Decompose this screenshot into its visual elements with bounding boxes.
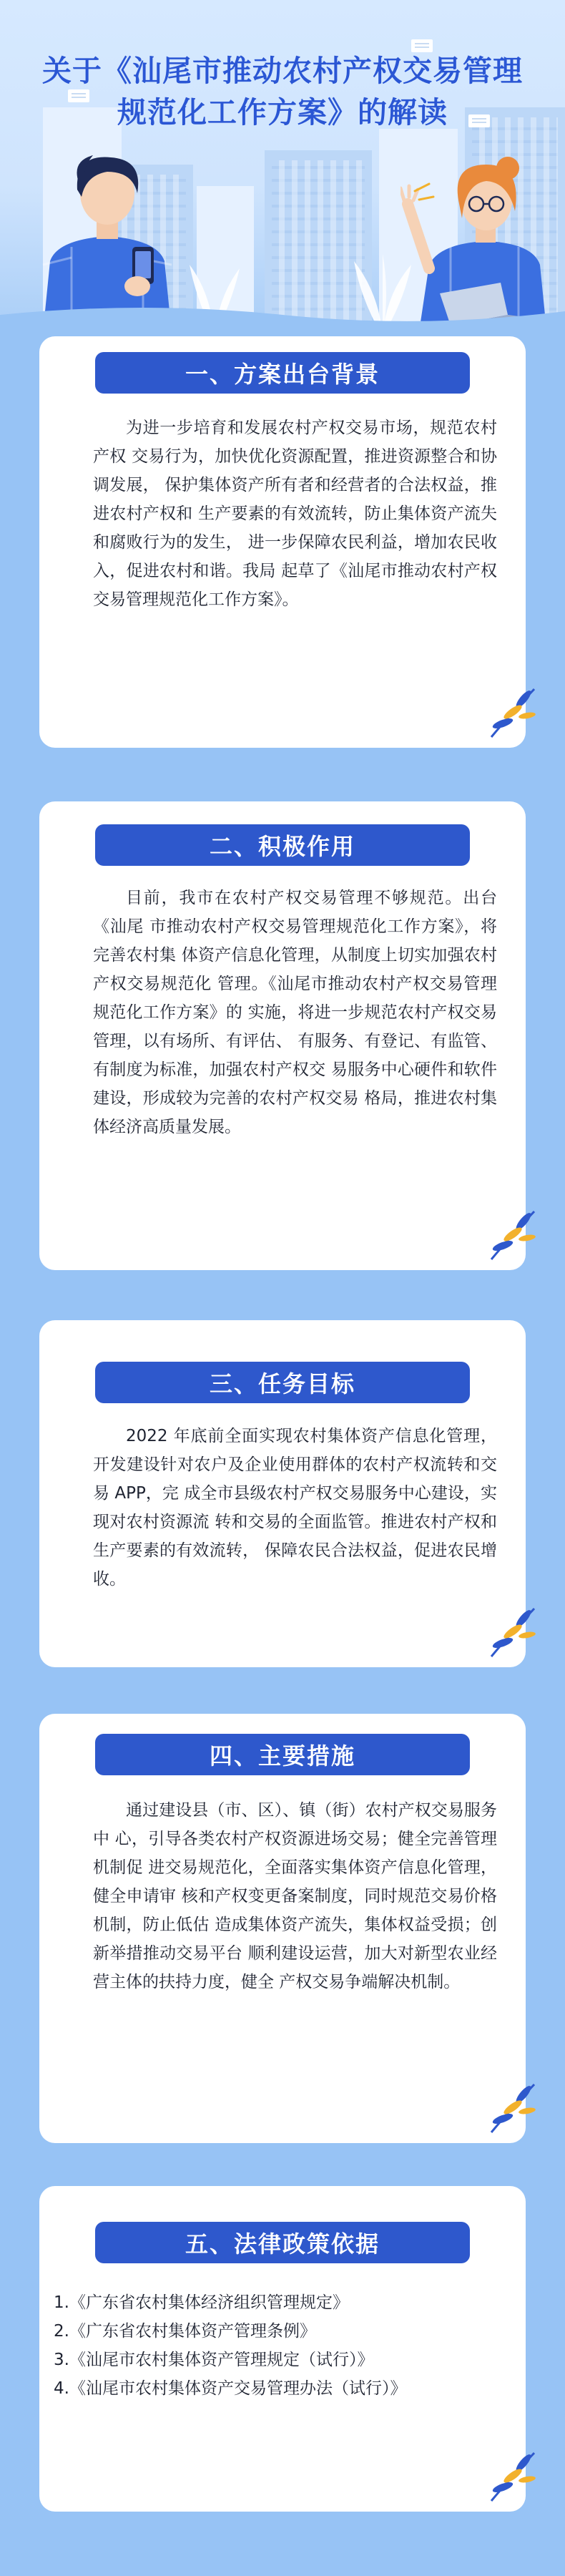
section-paragraph: 目前，我市在农村产权交易管理不够规范。出台《汕尾 市推动农村产权交易管理规范化工作方案》，将完善农村集 体资产信息化管理，从制度上切实加强农村产权交易规范化 管理。《汕尾市推动农村产权交易管理规范化工作方案》的 实施，将进一步规范农村产权交易管理，以有场所、有评估、 有服务、有登记、有监管、有制度为标准，加强农村产权交 易服务中心硬件和软件建设，形成较为完善的农村产权交易 格局，推进农村集体经济高质量发展。 bbox=[93, 889, 497, 1136]
section-card-background bbox=[39, 801, 526, 1270]
section-heading: 五、法律政策依据 bbox=[95, 2222, 470, 2263]
list-item: 1.《广东省农村集体经济组织管理规定》 bbox=[54, 2293, 349, 2312]
leaf-deco-icon bbox=[484, 1603, 541, 1660]
leaf-deco-icon bbox=[484, 2447, 541, 2504]
list-item: 2.《广东省农村集体资产管理条例》 bbox=[54, 2322, 316, 2341]
list-item: 4.《汕尾市农村集体资产交易管理办法（试行）》 bbox=[54, 2379, 407, 2398]
section-card-background bbox=[39, 336, 526, 748]
list-item: 3.《汕尾市农村集体资产管理规定（试行）》 bbox=[54, 2351, 374, 2369]
section-paragraph: 为进一步培育和发展农村产权交易市场，规范农村产权 交易行为，加快优化资源配置，推进资源整合和协调发展， 保护集体资产所有者和经营者的合法权益，推进农村产权和 生产要素的有效流转，防止集体资产流失和腐败行为的发生， 进一步保障农民利益，增加农民收入，促进农村和谐。我局 起草了《汕尾市推动农村产权交易管理规范化工作方案》。 bbox=[93, 419, 497, 609]
leaf-deco-icon bbox=[484, 683, 541, 741]
law-list bbox=[54, 2288, 511, 2403]
title-line-1: 关于《汕尾市推动农村产权交易管理 bbox=[42, 54, 523, 88]
section-paragraph: 2022 年底前全面实现农村集体资产信息化管理，开发建设针对农户及企业使用群体的农村产权流转和交易 APP，完 成全市县级农村产权交易服务中心建设，实现对农村资源流 转和交易的全面监管。推进农村产权和生产要素的有效流转， 保障农民合法权益，促进农民增收。 bbox=[93, 1427, 497, 1589]
section-heading: 一、方案出台背景 bbox=[95, 352, 470, 394]
section-heading: 三、任务目标 bbox=[95, 1362, 470, 1403]
title-line-2: 规范化工作方案》的解读 bbox=[117, 95, 448, 130]
section-heading: 二、积极作用 bbox=[95, 824, 470, 866]
leaf-deco-icon bbox=[484, 1206, 541, 1263]
section-card-background bbox=[39, 1320, 526, 1667]
banner-bottom-wave bbox=[0, 293, 565, 336]
section-card-background bbox=[39, 1714, 526, 2143]
header-banner bbox=[0, 0, 565, 336]
section-heading: 四、主要措施 bbox=[95, 1734, 470, 1775]
section-paragraph: 通过建设县（市、区）、镇（街）农村产权交易服务中 心，引导各类农村产权资源进场交易；健全完善管理机制促 进交易规范化，全面落实集体资产信息化管理，健全申请审 核和产权变更备案制度，同时规范交易价格机制，防止低估 造成集体资产流失，集体权益受损；创新举措推动交易平台 顺利建设运营，加大对新型农业经营主体的扶持力度，健全 产权交易争端解决机制。 bbox=[93, 1801, 497, 1991]
leaf-deco-icon bbox=[484, 2079, 541, 2136]
page-title bbox=[0, 50, 565, 133]
section-card-background bbox=[39, 2186, 526, 2512]
